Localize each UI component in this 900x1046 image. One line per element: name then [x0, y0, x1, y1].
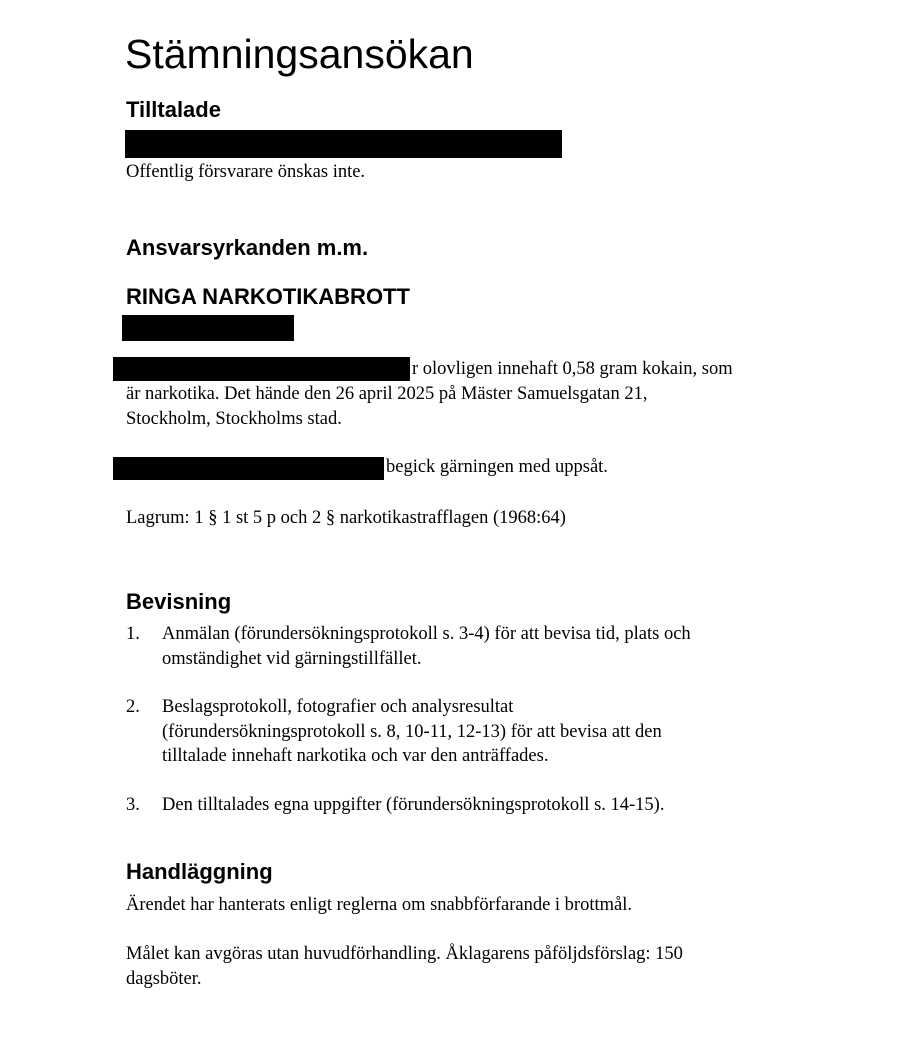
- law-reference: Lagrum: 1 § 1 st 5 p och 2 § narkotikastrafflagen (1968:64): [126, 508, 566, 528]
- charges-heading: Ansvarsyrkanden m.m.: [126, 235, 369, 260]
- crime-heading: RINGA NARKOTIKABROTT: [126, 284, 410, 309]
- redaction-bar: [113, 457, 384, 480]
- redaction-bar: [113, 357, 410, 381]
- evidence-number: 3.: [126, 795, 140, 815]
- evidence-line: Beslagsprotokoll, fotografier och analysresultat: [162, 697, 514, 717]
- handling-text: Målet kan avgöras utan huvudförhandling. Åklagarens påföljdsförslag: 150: [126, 944, 683, 964]
- handling-text: dagsböter.: [126, 969, 202, 989]
- defendant-note: Offentlig försvarare önskas inte.: [126, 162, 366, 182]
- evidence-line: (förundersökningsprotokoll s. 8, 10-11, 12-13) för att bevisa att den: [162, 722, 662, 742]
- evidence-heading: Bevisning: [126, 589, 232, 614]
- handling-text: Ärendet har hanterats enligt reglerna om snabbförfarande i brottmål.: [126, 895, 632, 915]
- evidence-line: omständighet vid gärningstillfället.: [162, 649, 422, 669]
- defendant-heading: Tilltalade: [126, 97, 221, 122]
- evidence-line: Den tilltalades egna uppgifter (förundersökningsprotokoll s. 14-15).: [162, 795, 665, 815]
- charge-text-line: Stockholm, Stockholms stad.: [126, 409, 342, 429]
- redaction-bar: [125, 130, 562, 158]
- document-title: Stämningsansökan: [125, 31, 474, 77]
- evidence-line: tilltalade innehaft narkotika och var den anträffades.: [162, 746, 549, 766]
- charge-text-line: är narkotika. Det hände den 26 april 2025 på Mäster Samuelsgatan 21,: [126, 384, 648, 404]
- intent-text: begick gärningen med uppsåt.: [386, 457, 608, 477]
- evidence-number: 1.: [126, 624, 140, 644]
- evidence-number: 2.: [126, 697, 140, 717]
- evidence-line: Anmälan (förundersökningsprotokoll s. 3-4) för att bevisa tid, plats och: [162, 624, 691, 644]
- handling-heading: Handläggning: [126, 859, 273, 884]
- redaction-bar: [122, 315, 294, 341]
- charge-text-line: r olovligen innehaft 0,58 gram kokain, som: [412, 359, 733, 379]
